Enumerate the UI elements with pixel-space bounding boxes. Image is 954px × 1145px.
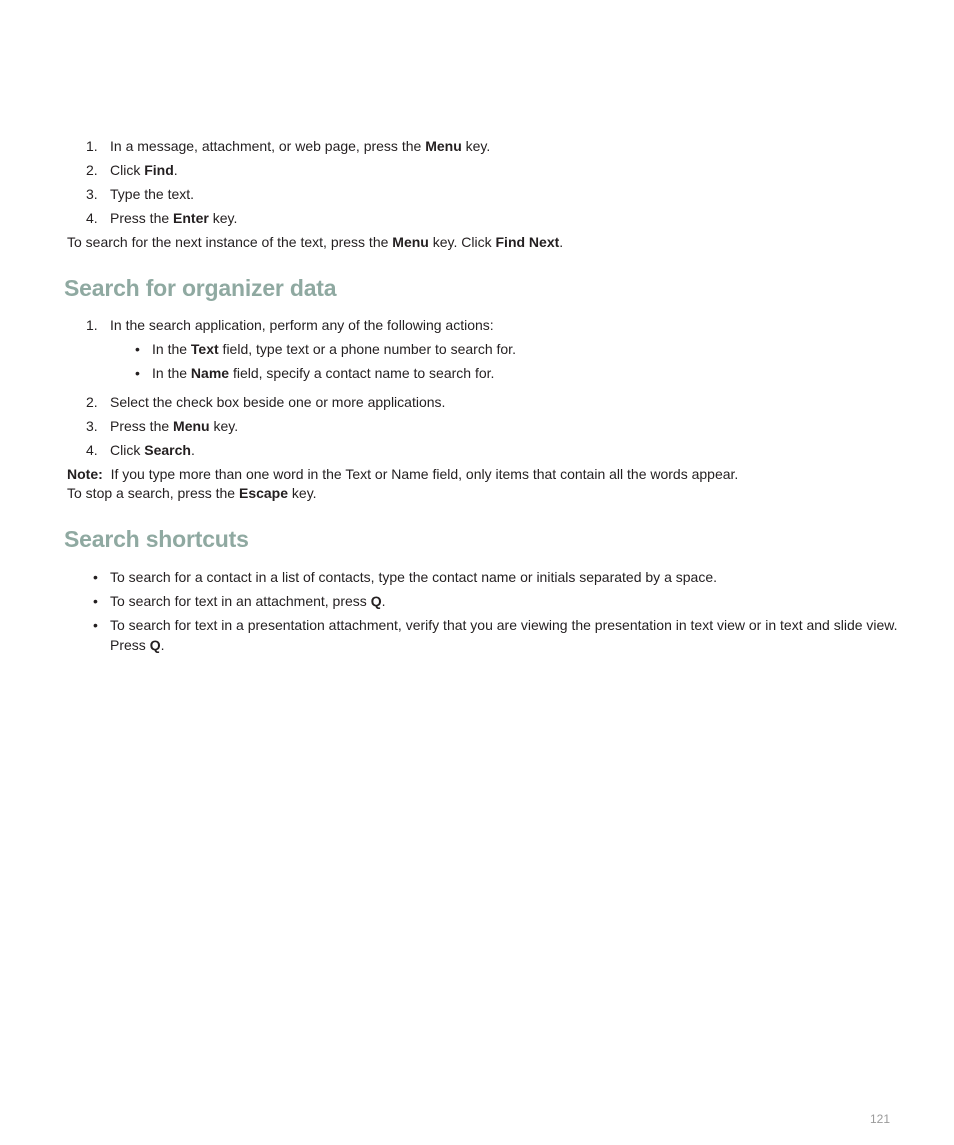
paragraph-text: To stop a search, press the — [67, 485, 239, 501]
menu-keyword: Menu — [392, 234, 429, 250]
bullet-glyph: • — [135, 365, 140, 381]
find-next-keyword: Find Next — [495, 234, 560, 250]
step-number: 3. — [86, 418, 98, 434]
step-keyword: Search — [144, 442, 191, 458]
paragraph-text: key. Click — [428, 234, 496, 250]
bullet-text: To search for text in a presentation attachment, verify that you are viewing the presentation in text view or in text and slide view. — [110, 617, 898, 633]
note-label: Note: — [67, 466, 103, 482]
step-text — [110, 185, 194, 203]
stop-search-paragraph — [67, 484, 317, 502]
heading-search-organizer-data: Search for organizer data — [64, 275, 337, 301]
field-keyword: Text — [190, 341, 219, 357]
step-text — [110, 161, 178, 179]
note-paragraph — [67, 465, 738, 483]
step-text-part: . — [173, 162, 178, 178]
step-text-part: In a message, attachment, or web page, press the — [110, 138, 426, 154]
bullet-text-part: . — [160, 637, 165, 653]
bullet-glyph: • — [93, 593, 98, 609]
step-text: In the search application, perform any of the following actions: — [110, 317, 494, 333]
step-number: 4. — [86, 442, 98, 458]
heading-search-shortcuts: Search shortcuts — [64, 526, 249, 552]
shortcut-keyword: Q — [370, 593, 382, 609]
bullet-text-line-2 — [110, 636, 164, 654]
step-number: 4. — [86, 210, 98, 226]
bullet-text-part: To search for text in an attachment, press — [110, 593, 371, 609]
step-text-part: Press the — [110, 418, 174, 434]
bullet-text-part: . — [381, 593, 386, 609]
bullet-text — [152, 364, 494, 382]
step-keyword: Menu — [425, 138, 462, 154]
shortcut-keyword: Q — [149, 637, 161, 653]
step-text-part: key. — [208, 210, 238, 226]
bullet-text-part: To search for a contact in a list of contacts, type the contact name or initials separated by a space. — [110, 569, 717, 585]
step-text — [110, 393, 445, 411]
page-number: 121 — [869, 1112, 890, 1126]
step-text — [110, 137, 490, 155]
bullet-text-part: field, specify a contact name to search for. — [229, 365, 495, 381]
step-number: 1. — [86, 317, 98, 333]
paragraph-text: . — [559, 234, 564, 250]
step-keyword: Find — [144, 162, 174, 178]
escape-keyword: Escape — [238, 485, 289, 501]
paragraph-text: key. — [288, 485, 317, 501]
paragraph-text: To search for the next instance of the text, press the — [67, 234, 393, 250]
step-text-part: . — [190, 442, 195, 458]
step-text-part: key. — [209, 418, 239, 434]
step-keyword: Menu — [173, 418, 210, 434]
step-text — [110, 417, 238, 435]
step-number: 2. — [86, 162, 98, 178]
bullet-text — [152, 340, 516, 358]
step-text — [110, 209, 237, 227]
find-next-paragraph — [67, 233, 563, 251]
step-text — [110, 441, 195, 459]
bullet-glyph: • — [93, 569, 98, 585]
field-keyword: Name — [190, 365, 230, 381]
bullet-glyph: • — [93, 617, 98, 633]
step-text-part: Press the — [110, 210, 174, 226]
bullet-text-part: In the — [152, 341, 191, 357]
note-text: If you type more than one word in the Text or Name field, only items that contain all the words appear. — [110, 466, 739, 482]
bullet-text — [110, 568, 717, 586]
bullet-text-part: In the — [152, 365, 191, 381]
step-text-part: Click — [110, 162, 145, 178]
step-text-part: Type the text. — [110, 186, 195, 202]
bullet-text-part: Press — [110, 637, 150, 653]
step-number: 1. — [86, 138, 98, 154]
step-number: 2. — [86, 394, 98, 410]
bullet-glyph: • — [135, 341, 140, 357]
step-number: 3. — [86, 186, 98, 202]
step-text-part: Click — [110, 442, 145, 458]
bullet-text-part: field, type text or a phone number to search for. — [218, 341, 516, 357]
bullet-text — [110, 592, 385, 610]
step-text-part: Select the check box beside one or more applications. — [110, 394, 446, 410]
step-text-part: key. — [461, 138, 491, 154]
step-keyword: Enter — [173, 210, 209, 226]
